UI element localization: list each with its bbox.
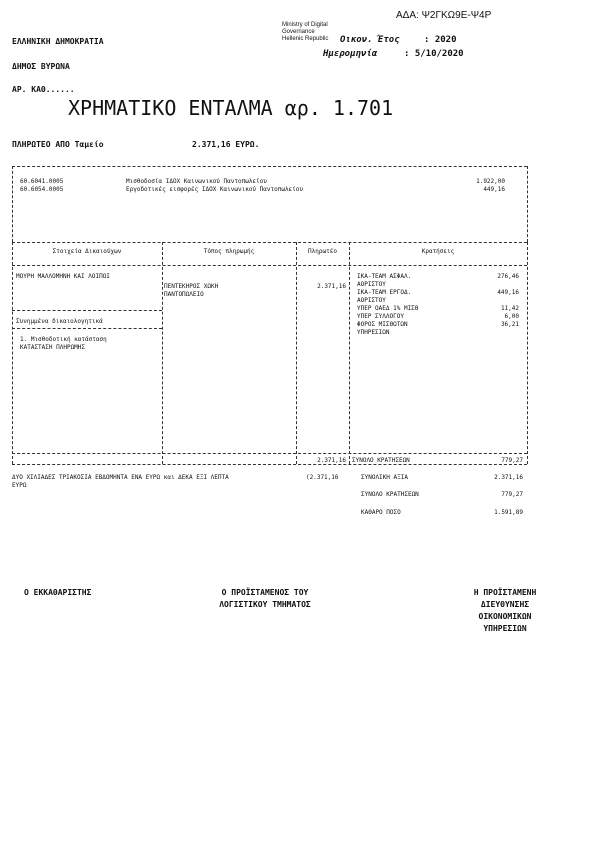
total-payable: 2.371,16 (317, 457, 346, 464)
summary-total-value: 2.371,16 (494, 474, 523, 481)
deduction-amount: 36,21 (500, 321, 519, 328)
deduction-label: ΦΟΡΟΣ ΜΙΣΘΩΤΩΝ (357, 321, 408, 328)
municipality-name: ΔΗΜΟΣ ΒΥΡΩΝΑ (12, 62, 70, 71)
budget-box-right (527, 166, 528, 242)
totals-top-line (12, 453, 527, 454)
header-deductions: Κρατήσεις (421, 248, 455, 255)
supporting-doc-1: 1. Μισθοδοτική κατάσταση (20, 336, 107, 343)
supporting-docs-label: Συνημμένα δικαιολογητικά (16, 318, 103, 325)
deduction-label: ΙΚΑ-ΤΕΑΜ ΕΡΓΟΔ. (357, 289, 412, 296)
budget-code-2: 60.6054.0005 (20, 186, 64, 193)
total-deductions-label: ΣΥΝΟΛΟ ΚΡΑΤΗΣΕΩΝ (352, 457, 410, 464)
ada-code: ΑΔΑ: Ψ2ΓΚΩ9Ε-Ψ4Ρ (396, 10, 492, 21)
payable-from-label: ΠΛΗΡΩΤΕΟ ΑΠΟ Ταμείο (12, 140, 104, 149)
payment-place-line-1: ΠΕΝΤΕΚΗΡΟΣ ΧΩΚΗ (164, 283, 219, 290)
deduction-label: ΙΚΑ-ΤΕΑΜ ΑΣΦΑΛ. (357, 273, 412, 280)
budget-amount-1: 1.922,00 (476, 178, 505, 185)
beneficiary-sep-2 (12, 328, 162, 329)
signature-director-3: ΟΙΚΟΝΟΜΙΚΩΝ (478, 612, 532, 621)
summary-net-label: ΚΑΘΑΡΟ ΠΟΣΟ (361, 509, 401, 516)
date-value: : 5/10/2020 (404, 49, 464, 59)
ministry-line-1: Ministry of Digital (282, 22, 328, 28)
date-label: Ημερομηνία (323, 49, 378, 59)
supporting-doc-2: ΚΑΤΑΣΤΑΣΗ ΠΛΗΡΩΜΗΣ (20, 344, 86, 351)
deduction-amount: 6,00 (504, 313, 519, 320)
deduction-label: ΥΠΕΡ ΟΑΕΔ 1% ΜΙΣΘ (357, 305, 419, 312)
ar-kath: ΑΡ. ΚΑΘ...... (12, 85, 75, 94)
signature-accounting-head-1: Ο ΠΡΟΪΣΤΑΜΕΝΟΣ ΤΟΥ (221, 588, 309, 597)
summary-deductions-label: ΣΥΝΟΛΟ ΚΡΑΤΗΣΕΩΝ (361, 491, 419, 498)
budget-box-left (12, 166, 13, 242)
table-left-border (12, 242, 13, 464)
page-title: ΧΡΗΜΑΤΙΚΟ ΕΝΤΑΛΜΑ αρ. 1.701 (68, 96, 394, 120)
table-right-border (527, 242, 528, 464)
state-name: ΕΛΛΗΝΙΚΗ ΔΗΜΟΚΡΑΤΙΑ (12, 37, 104, 46)
budget-desc-1: Μισθοδοσία ΙΔΟΧ Καινωνικού Παντοπωλείου (126, 178, 267, 185)
ministry-line-3: Hellenic Republic (282, 36, 329, 42)
payable-from-amount: 2.371,16 ΕΥΡΩ. (192, 140, 260, 149)
col-divider-1 (162, 242, 163, 464)
budget-desc-2: Εργοδοτικές εισφορές ΙΔΟΧ Καινωνικού Παντοπωλείου (126, 186, 304, 193)
beneficiary-name: ΜΟΥΡΗ ΜΑΛΛΟΜΗΝΗ ΚΑΙ ΛΟΙΠΟΙ (16, 273, 110, 280)
amount-in-words-cont: ΕΥΡΩ (12, 482, 27, 489)
summary-deductions-value: 779,27 (501, 491, 523, 498)
totals-bottom-line (12, 464, 527, 465)
deduction-amount: 11,42 (500, 305, 519, 312)
amount-in-words: ΔΥΟ ΧΙΛΙΑΔΕΣ ΤΡΙΑΚΟΣΙΑ ΕΒΔΟΜΗΝΤΑ ΕΝΑ ΕΥΡΩ και ΔΕΚΑ ΕΞΙ ΛΕΠΤΑ (12, 474, 229, 481)
payment-place-line-2: ΠΑΝΤΟΠΩΛΕΙΟ (164, 291, 204, 298)
budget-amount-2: 449,16 (483, 186, 505, 193)
fiscal-year-label: Οικον. Έτος (340, 35, 400, 45)
deduction-label: ΥΠΕΡ ΣΥΛΛΟΓΟΥ (357, 313, 404, 320)
header-underline (12, 265, 527, 266)
header-payment-place: Τόπος πληρωμής (203, 248, 255, 255)
budget-box-top (12, 166, 527, 167)
total-deductions-value: 779,27 (501, 457, 523, 464)
signature-director-2: ΔΙΕΥΘΥΝΣΗΣ (480, 600, 530, 609)
summary-net-value: 1.591,89 (494, 509, 523, 516)
header-payable: Πληρωτέο (308, 248, 337, 255)
deduction-label: ΑΟΡΙΣΤΟΥ (357, 281, 386, 288)
summary-total-label: ΣΥΝΟΛΙΚΗ ΑΞΙΑ (361, 474, 408, 481)
amount-in-words-value: (2.371,16 (306, 474, 339, 481)
deduction-label: ΥΠΗΡΕΣΙΩΝ (357, 329, 390, 336)
col-divider-3 (349, 242, 350, 464)
budget-code-1: 60.6041.0005 (20, 178, 64, 185)
signature-accounting-head-2: ΛΟΓΙΣΤΙΚΟΥ ΤΜΗΜΑΤΟΣ (219, 600, 311, 609)
ministry-line-2: Governance (282, 29, 315, 35)
col-divider-2 (296, 242, 297, 464)
deduction-amount: 276,46 (497, 273, 519, 280)
header-beneficiary: Στοιχεία Δικαιούχων (52, 248, 122, 255)
table-top-line (12, 242, 527, 243)
signature-director-4: ΥΠΗΡΕΣΙΩΝ (483, 624, 527, 633)
fiscal-year-value: : 2020 (424, 35, 457, 45)
signature-clearer: Ο ΕΚΚΑΘΑΡΙΣΤΗΣ (24, 588, 92, 597)
deduction-amount: 449,16 (497, 289, 519, 296)
deduction-label: ΑΟΡΙΣΤΟΥ (357, 297, 386, 304)
beneficiary-sep-1 (12, 310, 162, 311)
signature-director-1: Η ΠΡΟΪΣΤΑΜΕΝΗ (473, 588, 537, 597)
payable-amount-cell: 2.371,16 (317, 283, 346, 290)
